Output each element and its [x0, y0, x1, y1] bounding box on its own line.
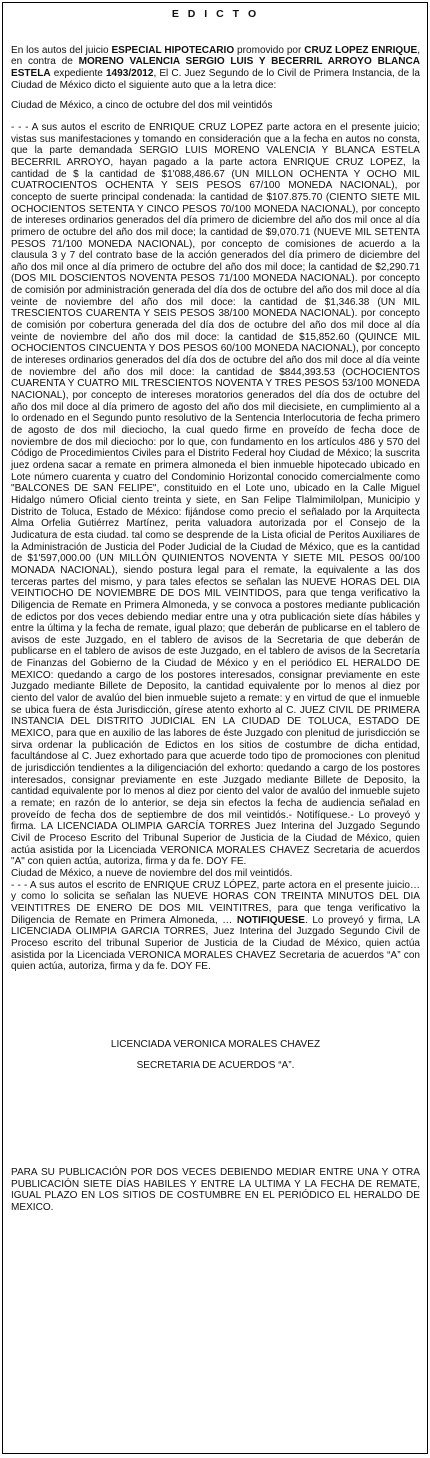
second-order-text: - - - A sus autos el escrito de ENRIQUE CRUZ LÓPEZ, parte actora en el presente juicio… y como lo solicita se señalan las NUEVE HORAS CON TREINTA MINUTOS DEL DIA VEINTITRES DE ENERO DE DOS MIL VEINTITRES, para que tenga verificativo la Diligencia de Remate en Primera Almoneda, … — [11, 879, 420, 926]
case-number: 1493/2012 — [105, 67, 154, 79]
document-title: E D I C T O — [171, 8, 260, 20]
publication-note: PARA SU PUBLICACIÓN POR DOS VECES DEBIENDO MEDIAR ENTRE UNA Y OTRA PUBLICACIÓN SIETE DÍAS HABILES Y ENTRE LA ULTIMA Y LA FECHA DE REMATE, IGUAL PLAZO EN LOS SITIOS DE COSTUMBRE EN EL PERIÓDICO EL HERALDO DE MEXICO. — [11, 1167, 420, 1214]
first-order-date: Ciudad de México, a cinco de octubre del dos mil veintidós — [11, 100, 273, 112]
intro-text: En los autos del juicio — [11, 44, 112, 56]
plaintiff-name: CRUZ LOPEZ ENRIQUE — [304, 44, 418, 56]
intro-paragraph — [11, 45, 420, 92]
defendant-names: MORENO VALENCIA SERGIO LUIS Y BECERRIL ARROYO BLANCA ESTELA — [11, 56, 420, 79]
signatory-name: LICENCIADA VERONICA MORALES CHAVEZ — [110, 1038, 321, 1050]
first-order-body: - - - A sus autos el escrito de ENRIQUE CRUZ LOPEZ parte actora en el presente juicio; vistas sus manifestaciones y tomando en consideración que a la fecha en autos no consta, que la parte demandada SERGIO LUIS MORENO VALENCIA Y BLANCA ESTELA BECERRIL ARROYO, hayan pagado a la parte actora ENRIQUE CRUZ LOPEZ, la cantidad de $ la cantidad de $1'088,486.67 (UN MILLON OCHENTA Y OCHO MIL CUATROCIENTOS OCHENTA Y SEIS PESOS 67/100 MONEDA NACIONAL), por concepto de suerte principal condenada: la cantidad de $107.875.70 (CIENTO SIETE MIL OCHOCIENTOS SETENTA Y CINCO PESOS 70/100 MONEDA NACIONAL), por concepto de intereses ordinarios generados del día primero de diciembre del año dos mil once al día primero de octubre del año dos mil doce; la cantidad de $9,070.71 (NUEVE MIL SETENTA PESOS 71/100 MONEDA NACIONAL), por concepto de comisiones de acuerdo a la clausula 3 y 7 del contrato base de la acción generados del día primero de diciembre del año dos mil once al día primero de octubre del año dos mil doce; la cantidad de $2,290.71 (DOS MIL DOSCIENTOS NOVENTA PESOS 71/100 MONEDA NACIONAL). por concepto de comisión por administración generada del día dos de octubre del año dos mil doce al día veinte de noviembre del año dos mil doce: la cantidad de $1,346.38 (UN MIL TRESCIENTOS CUARENTA Y SEIS PESOS 38/100 MONEDA NACIONAL). por concepto de comisión por cobertura generada del día dos de octubre del año dos mil doce al día veinte de noviembre del año dos mil doce: la cantidad de $15,852.60 (QUINCE MIL OCHOCIENTOS CINCUENTA Y DOS PESOS 60/100 MONEDA NACIONAL), por concepto de intereses ordinarios generados del día dos de octubre del año dos mil doce al día veinte de noviembre del año dos mil doce: la cantidad de $844,393.53 (OCHOCIENTOS CUARENTA Y CUATRO MIL TRESCIENTOS NOVENTA Y TRES PESOS 53/100 MONEDA NACIONAL), por concepto de intereses moratorios generados del día dos de octubre del año dos mil doce al día primero de agosto del año dos mil diecisiete, en cumplimiento al a lo ordenado en el Segundo punto resolutivo de la Sentencia Interlocutoria de fecha primero de agosto de dos mil dieciocho, la cual quedo firme en proveído de fecha doce de noviembre de dos mil dieciocho: por lo que, con fundamento en los artículos 486 y 570 del Código de Procedimientos Civiles para el Distrito Federal hoy Ciudad de México; la suscrita juez ordena sacar a remate en primera almoneda el bien inmueble hipotecado ubicado en Lote número cuarenta y cuatro del Condominio Horizontal conocido comercialmente como "BALCONES DE SAN FELIPE", constituido en el Lote uno, ubicado en la Calle Miguel Hidalgo número Oficial ciento treinta y siete, en San Felipe Tlalmimilolpan, Municipio y Distrito de Toluca, Estado de México: fijándose como precio el señalado por la Arquitecta Alma Orfelia Gutiérrez Martínez, perita valuadora autorizada por el Consejo de la Judicatura de esta ciudad. tal como se desprende de la Lista oficial de Peritos Auxiliares de la Administración de Justicia del Poder Judicial de la Ciudad de México, que es la cantidad de $1'597,000.00 (UN MILLÓN QUINIENTOS NOVENTA Y SIETE MIL PESOS 00/100 MONADA NACIONAL), siendo postura legal para el remate, la equivalente a las dos terceras partes del mismo, y para tales efectos se señalan las NUEVE HORAS DEL DIA VEINTIOCHO DE NOVIEMBRE DE DOS MIL VEINTIDOS, para que tenga verificativo la Diligencia de Remate en Primera Almoneda, y se convoca a postores mediante publicación de edictos por dos veces debiendo mediar entre una y otra publicación siete días hábiles y entre la última y la fecha de remate, igual plazo; que deberán de publicarse en el tablero de avisos de este Juzgado, en el tablero de avisos de la Secretaria de que deberán de publicarse en el tablero de avisos de este Juzgado, en el tablero de avisos de la Secretaría de Finanzas del Gobierno de la Ciudad de México y en el periódico EL HERALDO DE MEXICO: quedando a cargo de los postores interesados, consignar previamente en este Juzgado mediante Billete de Deposito, la cantidad equivalente por lo menos al diez por ciento del valor de avalúo del bien inmueble sujeto a remate: y en virtud de que el inmueble se ubica fuera de ésta Jurisdicción, gírese atento exhorto al C. JUEZ CIVIL DE PRIMERA INSTANCIA DEL DISTRITO JUDICIAL EN LA CIUDAD DE TOLUCA, ESTADO DE MEXICO, para que en auxilio de las labores de éste Juzgado con plenitud de jurisdicción se sirva ordenar la publicación de Edictos en los sitios de costumbre de dicha entidad, facultándose al C. Juez exhortado para que acuerde todo tipo de promociones con plenitud de jurisdicción tendientes a la diligenciación del exhorto: quedando a cargo de los postores interesados, consignar previamente en este Juzgado mediante Billete de Deposito, la cantidad equivalente por lo menos al diez por ciento del valor de avalúo del inmueble sujeto a remate; en razón de lo anterior, se deja sin efectos la fecha de audiencia señalad en proveído de fecha dos de septiembre de dos mil veintidós.- Notifíquese.- Lo proveyó y firma. LA LICENCIADA OLIMPIA GARCÍA TORRES Juez Interina del Juzgado Segundo Civil de Proceso Escrito del Tribunal Superior de Justicia de la Ciudad de México, quien actúa asistida por la Licenciada VERONICA MORALES CHAVEZ Secretaria de acuerdos "A" con quien actúa, autoriza, firma y da fe. DOY FE. — [11, 121, 420, 868]
intro-text: , El C. Juez Segundo de lo Civil de Primera Instancia, de la Ciudad de México dicto el siguiente auto que a la letra dice: — [11, 67, 420, 91]
notify-keyword: NOTIFIQUESE — [236, 914, 305, 926]
second-order-body — [11, 880, 420, 973]
edict-page — [2, 2, 428, 1454]
intro-text: , en contra de — [11, 44, 421, 68]
intro-text: expediente — [50, 67, 106, 79]
second-order-text: . Lo proveyó y firma, LA LICENCIADA OLIMPIA GARCIA TORRES, Juez Interina del Juzgado Segundo Civil de Proceso escrito del tribunal Superior de Justicia de la Ciudad de México, quien actúa asistida por la Licenciada VERONICA MORALES CHAVEZ Secretaria de acuerdos “A” con quien actúa, autoriza, firma y da fe. DOY FE. — [11, 914, 420, 973]
trial-type: ESPECIAL HIPOTECARIO — [111, 44, 235, 56]
intro-text: promovido por — [234, 44, 305, 56]
second-order-date: Ciudad de México, a nueve de noviembre del dos mil veintidós. — [11, 867, 293, 879]
signatory-role: SECRETARIA DE ACUERDOS “A”. — [136, 1059, 295, 1071]
